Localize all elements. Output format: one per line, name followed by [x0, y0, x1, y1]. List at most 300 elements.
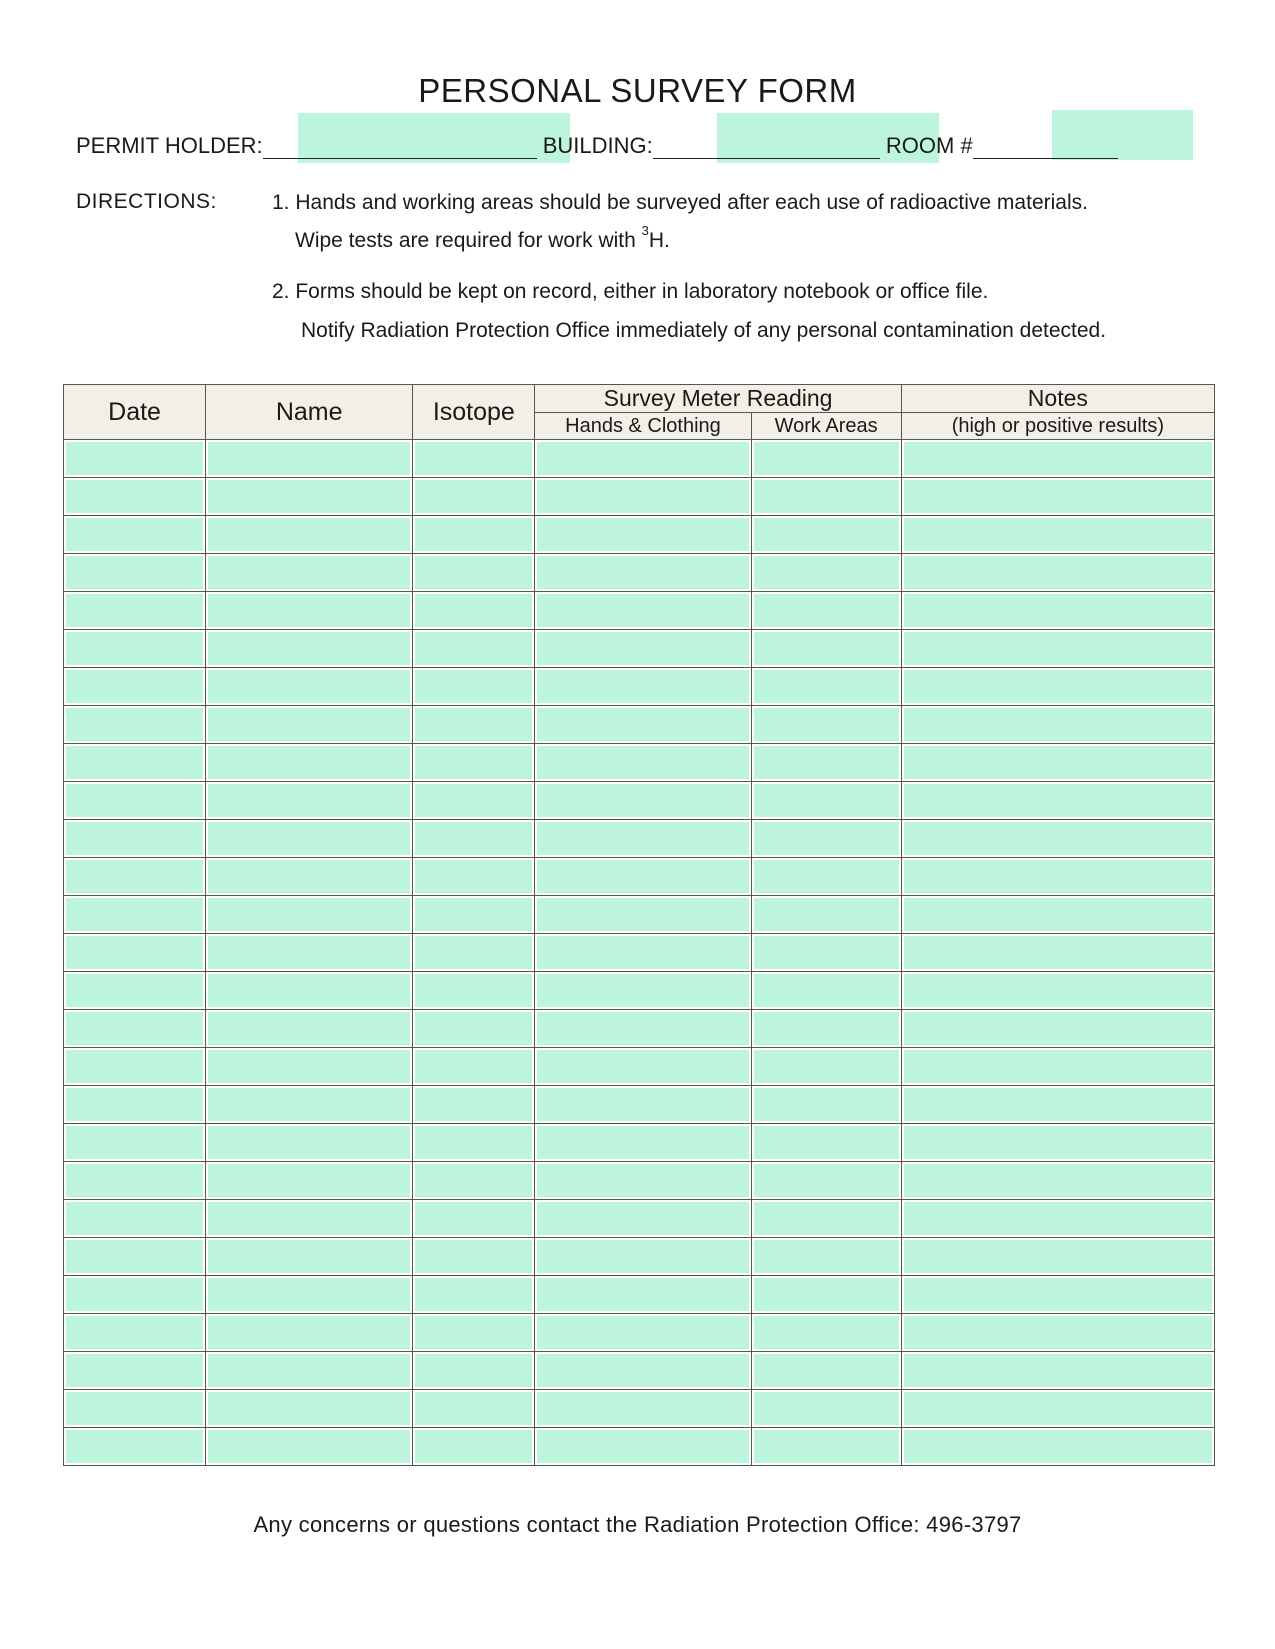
cell-name[interactable]	[206, 1276, 413, 1314]
cell-input-area[interactable]	[208, 480, 410, 513]
cell-input-area[interactable]	[754, 556, 899, 589]
cell-work-areas[interactable]	[751, 934, 901, 972]
cell-notes[interactable]	[901, 1276, 1214, 1314]
cell-isotope[interactable]	[413, 1010, 535, 1048]
cell-input-area[interactable]	[537, 670, 748, 703]
cell-work-areas[interactable]	[751, 744, 901, 782]
cell-input-area[interactable]	[415, 670, 532, 703]
cell-hands-clothing[interactable]	[535, 1428, 751, 1466]
cell-date[interactable]	[64, 668, 206, 706]
cell-date[interactable]	[64, 440, 206, 478]
cell-date[interactable]	[64, 554, 206, 592]
cell-name[interactable]	[206, 782, 413, 820]
cell-notes[interactable]	[901, 630, 1214, 668]
cell-input-area[interactable]	[904, 898, 1212, 931]
cell-input-area[interactable]	[754, 1164, 899, 1197]
cell-hands-clothing[interactable]	[535, 858, 751, 896]
cell-input-area[interactable]	[208, 708, 410, 741]
cell-name[interactable]	[206, 554, 413, 592]
cell-input-area[interactable]	[66, 1392, 203, 1425]
cell-date[interactable]	[64, 1238, 206, 1276]
cell-input-area[interactable]	[904, 1278, 1212, 1311]
cell-isotope[interactable]	[413, 516, 535, 554]
cell-input-area[interactable]	[66, 746, 203, 779]
cell-input-area[interactable]	[537, 1240, 748, 1273]
cell-input-area[interactable]	[904, 1430, 1212, 1463]
cell-input-area[interactable]	[537, 1430, 748, 1463]
cell-input-area[interactable]	[415, 708, 532, 741]
cell-notes[interactable]	[901, 554, 1214, 592]
cell-hands-clothing[interactable]	[535, 1390, 751, 1428]
cell-hands-clothing[interactable]	[535, 554, 751, 592]
cell-input-area[interactable]	[208, 1316, 410, 1349]
cell-work-areas[interactable]	[751, 1124, 901, 1162]
cell-name[interactable]	[206, 1200, 413, 1238]
cell-work-areas[interactable]	[751, 1276, 901, 1314]
cell-notes[interactable]	[901, 744, 1214, 782]
cell-hands-clothing[interactable]	[535, 440, 751, 478]
cell-input-area[interactable]	[754, 974, 899, 1007]
cell-notes[interactable]	[901, 1086, 1214, 1124]
cell-input-area[interactable]	[66, 556, 203, 589]
cell-notes[interactable]	[901, 934, 1214, 972]
cell-work-areas[interactable]	[751, 516, 901, 554]
cell-notes[interactable]	[901, 668, 1214, 706]
cell-work-areas[interactable]	[751, 1010, 901, 1048]
cell-input-area[interactable]	[66, 1164, 203, 1197]
cell-date[interactable]	[64, 1428, 206, 1466]
cell-input-area[interactable]	[904, 1088, 1212, 1121]
cell-input-area[interactable]	[208, 518, 410, 551]
cell-input-area[interactable]	[208, 442, 410, 475]
cell-isotope[interactable]	[413, 1390, 535, 1428]
cell-hands-clothing[interactable]	[535, 706, 751, 744]
cell-input-area[interactable]	[537, 746, 748, 779]
cell-isotope[interactable]	[413, 820, 535, 858]
cell-input-area[interactable]	[754, 1126, 899, 1159]
cell-input-area[interactable]	[66, 632, 203, 665]
cell-isotope[interactable]	[413, 1238, 535, 1276]
cell-work-areas[interactable]	[751, 440, 901, 478]
cell-input-area[interactable]	[537, 1088, 748, 1121]
cell-input-area[interactable]	[208, 632, 410, 665]
cell-name[interactable]	[206, 1086, 413, 1124]
cell-notes[interactable]	[901, 1010, 1214, 1048]
cell-input-area[interactable]	[66, 1050, 203, 1083]
cell-hands-clothing[interactable]	[535, 1314, 751, 1352]
cell-name[interactable]	[206, 1124, 413, 1162]
cell-notes[interactable]	[901, 478, 1214, 516]
cell-input-area[interactable]	[415, 632, 532, 665]
cell-name[interactable]	[206, 1238, 413, 1276]
cell-isotope[interactable]	[413, 1428, 535, 1466]
cell-notes[interactable]	[901, 1162, 1214, 1200]
cell-work-areas[interactable]	[751, 1314, 901, 1352]
cell-work-areas[interactable]	[751, 782, 901, 820]
cell-input-area[interactable]	[208, 1430, 410, 1463]
cell-isotope[interactable]	[413, 1162, 535, 1200]
cell-work-areas[interactable]	[751, 592, 901, 630]
cell-hands-clothing[interactable]	[535, 1124, 751, 1162]
cell-date[interactable]	[64, 1162, 206, 1200]
cell-isotope[interactable]	[413, 554, 535, 592]
cell-input-area[interactable]	[208, 1164, 410, 1197]
cell-date[interactable]	[64, 630, 206, 668]
cell-input-area[interactable]	[415, 860, 532, 893]
cell-notes[interactable]	[901, 1238, 1214, 1276]
cell-input-area[interactable]	[754, 1088, 899, 1121]
cell-input-area[interactable]	[415, 1316, 532, 1349]
cell-input-area[interactable]	[208, 1202, 410, 1235]
cell-name[interactable]	[206, 630, 413, 668]
cell-input-area[interactable]	[415, 974, 532, 1007]
cell-input-area[interactable]	[66, 1012, 203, 1045]
cell-notes[interactable]	[901, 592, 1214, 630]
cell-notes[interactable]	[901, 1314, 1214, 1352]
cell-name[interactable]	[206, 744, 413, 782]
cell-input-area[interactable]	[537, 518, 748, 551]
cell-isotope[interactable]	[413, 896, 535, 934]
cell-input-area[interactable]	[754, 1392, 899, 1425]
cell-input-area[interactable]	[66, 822, 203, 855]
cell-input-area[interactable]	[754, 1354, 899, 1387]
cell-input-area[interactable]	[904, 518, 1212, 551]
cell-hands-clothing[interactable]	[535, 1200, 751, 1238]
cell-name[interactable]	[206, 1162, 413, 1200]
cell-input-area[interactable]	[537, 632, 748, 665]
cell-isotope[interactable]	[413, 782, 535, 820]
cell-notes[interactable]	[901, 858, 1214, 896]
cell-input-area[interactable]	[66, 594, 203, 627]
cell-input-area[interactable]	[754, 822, 899, 855]
cell-input-area[interactable]	[415, 1430, 532, 1463]
cell-isotope[interactable]	[413, 440, 535, 478]
cell-input-area[interactable]	[66, 708, 203, 741]
cell-input-area[interactable]	[415, 1050, 532, 1083]
cell-input-area[interactable]	[537, 860, 748, 893]
cell-input-area[interactable]	[904, 1392, 1212, 1425]
cell-input-area[interactable]	[904, 1202, 1212, 1235]
cell-input-area[interactable]	[208, 974, 410, 1007]
cell-input-area[interactable]	[66, 1088, 203, 1121]
cell-input-area[interactable]	[66, 1202, 203, 1235]
cell-hands-clothing[interactable]	[535, 782, 751, 820]
cell-input-area[interactable]	[415, 442, 532, 475]
cell-input-area[interactable]	[904, 708, 1212, 741]
cell-input-area[interactable]	[415, 1240, 532, 1273]
cell-input-area[interactable]	[754, 936, 899, 969]
cell-input-area[interactable]	[754, 480, 899, 513]
cell-notes[interactable]	[901, 1200, 1214, 1238]
cell-work-areas[interactable]	[751, 896, 901, 934]
cell-work-areas[interactable]	[751, 630, 901, 668]
cell-name[interactable]	[206, 820, 413, 858]
cell-work-areas[interactable]	[751, 858, 901, 896]
cell-input-area[interactable]	[754, 1278, 899, 1311]
cell-work-areas[interactable]	[751, 478, 901, 516]
cell-input-area[interactable]	[415, 518, 532, 551]
cell-date[interactable]	[64, 478, 206, 516]
cell-name[interactable]	[206, 858, 413, 896]
cell-isotope[interactable]	[413, 630, 535, 668]
cell-hands-clothing[interactable]	[535, 1276, 751, 1314]
cell-input-area[interactable]	[208, 1012, 410, 1045]
cell-input-area[interactable]	[66, 1354, 203, 1387]
cell-input-area[interactable]	[537, 1278, 748, 1311]
cell-input-area[interactable]	[537, 1202, 748, 1235]
cell-work-areas[interactable]	[751, 1238, 901, 1276]
cell-input-area[interactable]	[754, 784, 899, 817]
cell-date[interactable]	[64, 1010, 206, 1048]
cell-name[interactable]	[206, 516, 413, 554]
cell-hands-clothing[interactable]	[535, 668, 751, 706]
cell-input-area[interactable]	[208, 746, 410, 779]
cell-isotope[interactable]	[413, 1276, 535, 1314]
cell-hands-clothing[interactable]	[535, 1010, 751, 1048]
cell-input-area[interactable]	[904, 632, 1212, 665]
cell-input-area[interactable]	[66, 1316, 203, 1349]
cell-date[interactable]	[64, 858, 206, 896]
cell-notes[interactable]	[901, 1390, 1214, 1428]
cell-hands-clothing[interactable]	[535, 630, 751, 668]
cell-date[interactable]	[64, 1124, 206, 1162]
cell-hands-clothing[interactable]	[535, 516, 751, 554]
cell-date[interactable]	[64, 782, 206, 820]
cell-input-area[interactable]	[415, 556, 532, 589]
cell-date[interactable]	[64, 896, 206, 934]
cell-input-area[interactable]	[754, 1316, 899, 1349]
cell-input-area[interactable]	[904, 974, 1212, 1007]
cell-input-area[interactable]	[208, 860, 410, 893]
cell-input-area[interactable]	[415, 1354, 532, 1387]
cell-input-area[interactable]	[208, 1088, 410, 1121]
cell-work-areas[interactable]	[751, 1428, 901, 1466]
cell-input-area[interactable]	[415, 594, 532, 627]
cell-input-area[interactable]	[66, 518, 203, 551]
cell-work-areas[interactable]	[751, 668, 901, 706]
cell-input-area[interactable]	[904, 556, 1212, 589]
cell-work-areas[interactable]	[751, 1352, 901, 1390]
cell-input-area[interactable]	[208, 1050, 410, 1083]
cell-input-area[interactable]	[754, 1240, 899, 1273]
cell-notes[interactable]	[901, 1428, 1214, 1466]
cell-input-area[interactable]	[208, 1354, 410, 1387]
cell-name[interactable]	[206, 1352, 413, 1390]
cell-isotope[interactable]	[413, 1352, 535, 1390]
cell-input-area[interactable]	[904, 822, 1212, 855]
cell-input-area[interactable]	[754, 898, 899, 931]
cell-name[interactable]	[206, 934, 413, 972]
cell-isotope[interactable]	[413, 1124, 535, 1162]
cell-work-areas[interactable]	[751, 820, 901, 858]
cell-input-area[interactable]	[66, 1240, 203, 1273]
cell-isotope[interactable]	[413, 858, 535, 896]
cell-work-areas[interactable]	[751, 1162, 901, 1200]
cell-isotope[interactable]	[413, 1086, 535, 1124]
cell-input-area[interactable]	[537, 936, 748, 969]
cell-input-area[interactable]	[208, 1278, 410, 1311]
cell-name[interactable]	[206, 440, 413, 478]
cell-notes[interactable]	[901, 1352, 1214, 1390]
cell-date[interactable]	[64, 820, 206, 858]
cell-input-area[interactable]	[66, 442, 203, 475]
cell-isotope[interactable]	[413, 706, 535, 744]
cell-name[interactable]	[206, 1048, 413, 1086]
cell-input-area[interactable]	[208, 670, 410, 703]
cell-input-area[interactable]	[537, 480, 748, 513]
cell-input-area[interactable]	[415, 480, 532, 513]
cell-name[interactable]	[206, 478, 413, 516]
cell-date[interactable]	[64, 516, 206, 554]
cell-name[interactable]	[206, 706, 413, 744]
cell-input-area[interactable]	[904, 1012, 1212, 1045]
cell-input-area[interactable]	[754, 1012, 899, 1045]
cell-input-area[interactable]	[754, 670, 899, 703]
cell-hands-clothing[interactable]	[535, 1238, 751, 1276]
cell-input-area[interactable]	[208, 1240, 410, 1273]
cell-input-area[interactable]	[537, 1164, 748, 1197]
cell-date[interactable]	[64, 1048, 206, 1086]
cell-input-area[interactable]	[754, 860, 899, 893]
cell-hands-clothing[interactable]	[535, 478, 751, 516]
cell-date[interactable]	[64, 1200, 206, 1238]
cell-input-area[interactable]	[66, 670, 203, 703]
cell-input-area[interactable]	[208, 1126, 410, 1159]
cell-date[interactable]	[64, 592, 206, 630]
cell-notes[interactable]	[901, 782, 1214, 820]
cell-input-area[interactable]	[904, 594, 1212, 627]
cell-input-area[interactable]	[537, 1050, 748, 1083]
cell-input-area[interactable]	[415, 1278, 532, 1311]
cell-work-areas[interactable]	[751, 972, 901, 1010]
cell-input-area[interactable]	[208, 822, 410, 855]
cell-input-area[interactable]	[415, 1126, 532, 1159]
cell-input-area[interactable]	[754, 632, 899, 665]
cell-input-area[interactable]	[754, 594, 899, 627]
cell-isotope[interactable]	[413, 744, 535, 782]
cell-date[interactable]	[64, 706, 206, 744]
cell-input-area[interactable]	[66, 784, 203, 817]
cell-date[interactable]	[64, 1086, 206, 1124]
cell-hands-clothing[interactable]	[535, 820, 751, 858]
cell-input-area[interactable]	[415, 784, 532, 817]
cell-input-area[interactable]	[537, 1126, 748, 1159]
cell-input-area[interactable]	[415, 1202, 532, 1235]
cell-input-area[interactable]	[754, 1430, 899, 1463]
cell-hands-clothing[interactable]	[535, 1086, 751, 1124]
cell-input-area[interactable]	[754, 1050, 899, 1083]
cell-input-area[interactable]	[66, 860, 203, 893]
cell-input-area[interactable]	[904, 1354, 1212, 1387]
cell-isotope[interactable]	[413, 934, 535, 972]
cell-date[interactable]	[64, 1314, 206, 1352]
cell-input-area[interactable]	[754, 442, 899, 475]
cell-work-areas[interactable]	[751, 1086, 901, 1124]
cell-input-area[interactable]	[537, 898, 748, 931]
cell-input-area[interactable]	[904, 1164, 1212, 1197]
cell-work-areas[interactable]	[751, 1200, 901, 1238]
cell-input-area[interactable]	[415, 1392, 532, 1425]
cell-name[interactable]	[206, 972, 413, 1010]
cell-notes[interactable]	[901, 440, 1214, 478]
cell-isotope[interactable]	[413, 1048, 535, 1086]
cell-input-area[interactable]	[415, 1164, 532, 1197]
cell-name[interactable]	[206, 592, 413, 630]
cell-input-area[interactable]	[415, 1012, 532, 1045]
cell-input-area[interactable]	[66, 1430, 203, 1463]
cell-date[interactable]	[64, 934, 206, 972]
cell-isotope[interactable]	[413, 478, 535, 516]
cell-isotope[interactable]	[413, 668, 535, 706]
cell-input-area[interactable]	[66, 1126, 203, 1159]
cell-hands-clothing[interactable]	[535, 592, 751, 630]
cell-input-area[interactable]	[904, 670, 1212, 703]
cell-name[interactable]	[206, 1314, 413, 1352]
cell-input-area[interactable]	[66, 974, 203, 1007]
cell-input-area[interactable]	[208, 556, 410, 589]
cell-input-area[interactable]	[66, 936, 203, 969]
cell-input-area[interactable]	[904, 936, 1212, 969]
cell-date[interactable]	[64, 1390, 206, 1428]
cell-input-area[interactable]	[904, 784, 1212, 817]
cell-work-areas[interactable]	[751, 706, 901, 744]
cell-isotope[interactable]	[413, 592, 535, 630]
cell-input-area[interactable]	[537, 1392, 748, 1425]
cell-name[interactable]	[206, 1428, 413, 1466]
cell-name[interactable]	[206, 1390, 413, 1428]
cell-input-area[interactable]	[904, 1126, 1212, 1159]
cell-input-area[interactable]	[904, 1240, 1212, 1273]
cell-input-area[interactable]	[537, 594, 748, 627]
cell-date[interactable]	[64, 744, 206, 782]
cell-notes[interactable]	[901, 516, 1214, 554]
cell-hands-clothing[interactable]	[535, 1048, 751, 1086]
cell-input-area[interactable]	[537, 974, 748, 1007]
cell-input-area[interactable]	[66, 898, 203, 931]
cell-notes[interactable]	[901, 820, 1214, 858]
cell-hands-clothing[interactable]	[535, 934, 751, 972]
cell-date[interactable]	[64, 1352, 206, 1390]
cell-isotope[interactable]	[413, 1314, 535, 1352]
cell-input-area[interactable]	[537, 708, 748, 741]
cell-input-area[interactable]	[208, 898, 410, 931]
cell-notes[interactable]	[901, 1124, 1214, 1162]
cell-notes[interactable]	[901, 972, 1214, 1010]
cell-input-area[interactable]	[904, 442, 1212, 475]
cell-name[interactable]	[206, 668, 413, 706]
cell-input-area[interactable]	[537, 442, 748, 475]
cell-date[interactable]	[64, 972, 206, 1010]
cell-input-area[interactable]	[537, 822, 748, 855]
cell-notes[interactable]	[901, 706, 1214, 744]
cell-work-areas[interactable]	[751, 554, 901, 592]
cell-hands-clothing[interactable]	[535, 744, 751, 782]
cell-input-area[interactable]	[415, 936, 532, 969]
cell-input-area[interactable]	[537, 556, 748, 589]
cell-notes[interactable]	[901, 1048, 1214, 1086]
cell-input-area[interactable]	[754, 1202, 899, 1235]
cell-hands-clothing[interactable]	[535, 1162, 751, 1200]
cell-input-area[interactable]	[754, 518, 899, 551]
cell-input-area[interactable]	[537, 1316, 748, 1349]
cell-input-area[interactable]	[66, 480, 203, 513]
cell-input-area[interactable]	[904, 860, 1212, 893]
cell-input-area[interactable]	[537, 1012, 748, 1045]
cell-isotope[interactable]	[413, 972, 535, 1010]
cell-input-area[interactable]	[208, 936, 410, 969]
cell-input-area[interactable]	[415, 746, 532, 779]
cell-name[interactable]	[206, 896, 413, 934]
